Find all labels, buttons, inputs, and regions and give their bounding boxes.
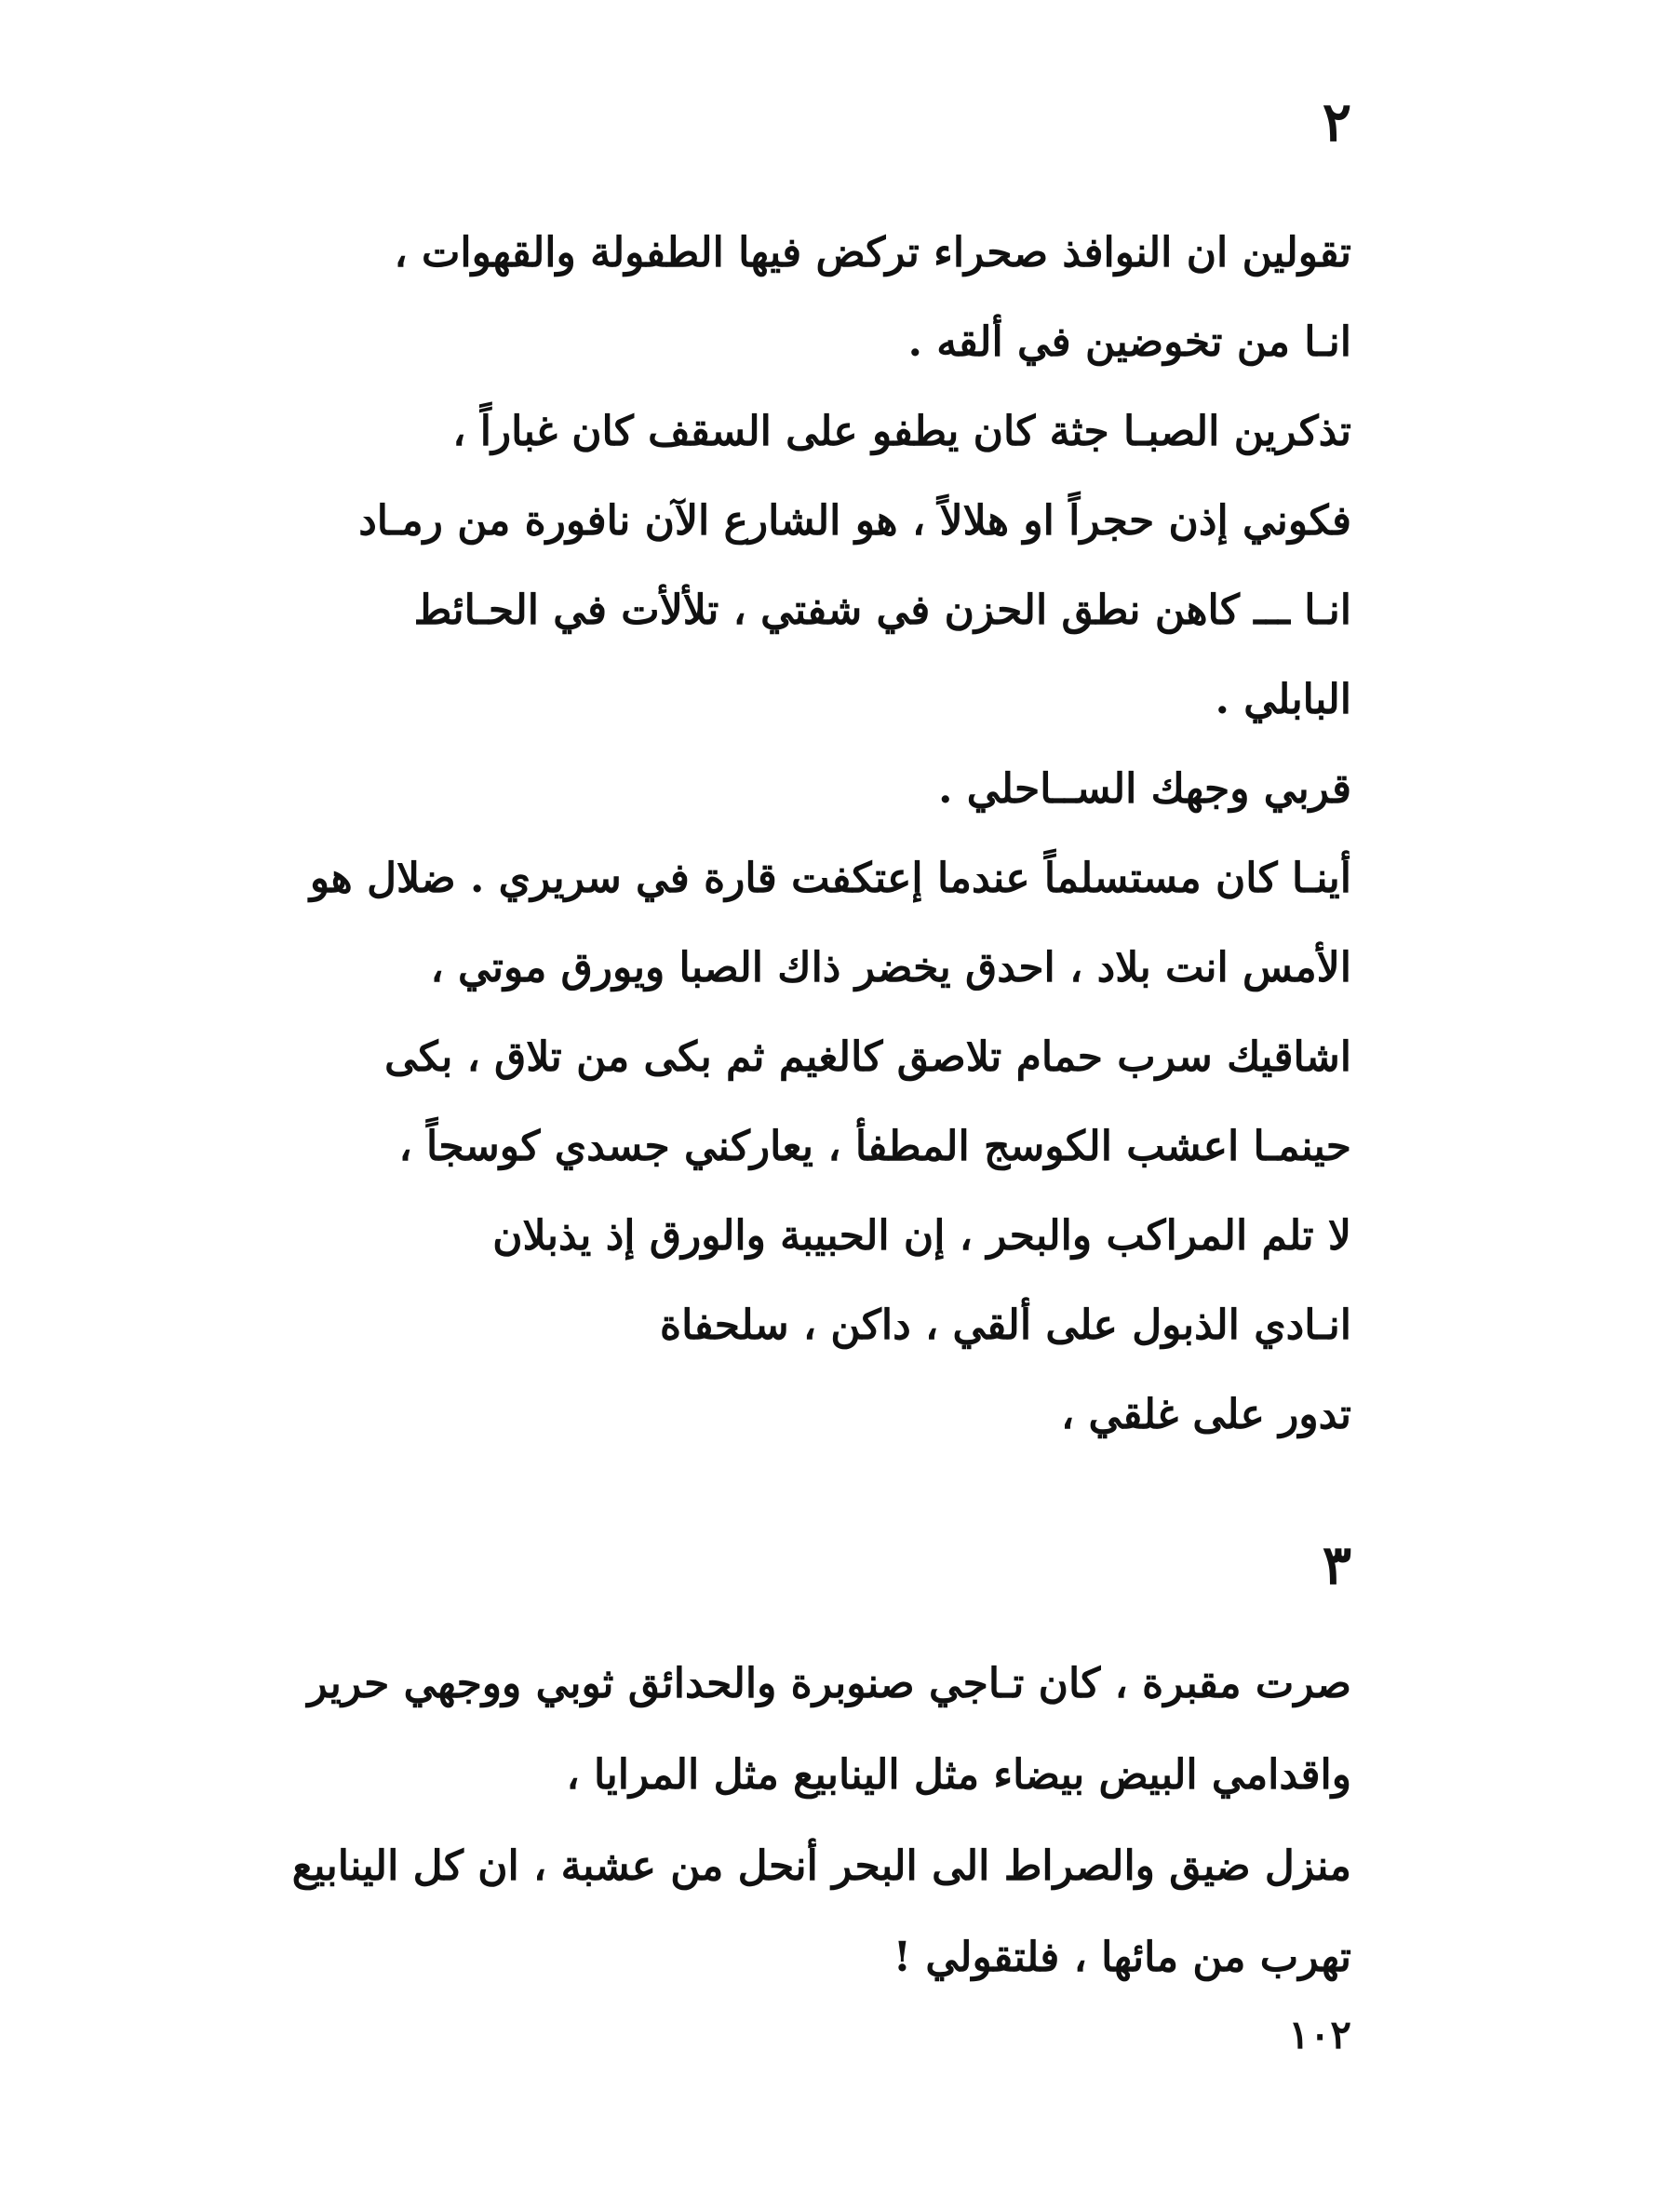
poem-line: انـا من تخوضين في ألقه . <box>907 318 1351 366</box>
poem-line: صرت مقبرة ، كان تـاجي صنوبرة والحدائق ثوبي ووجهي حرير <box>307 1660 1351 1707</box>
poem-line: البابلي . <box>1215 676 1351 723</box>
poem-line: اشاقيك سرب حمام تلاصق كالغيم ثم بكى من تلاق ، بكى <box>384 1033 1351 1081</box>
section-number: ٣ <box>1322 1533 1351 1597</box>
poem-line: واقدامي البيض بيضاء مثل الينابيع مثل المرايا ، <box>566 1751 1351 1799</box>
poem-line: انـادي الذبول على ألقي ، داكن ، سلحفاة <box>660 1302 1351 1349</box>
poem-line: قربي وجهك الســاحلي . <box>938 765 1351 813</box>
poem-line: تهرب من مائها ، فلتقولي ! <box>893 1934 1351 1981</box>
poem-line: انـا ـــ كاهن نطق الحزن في شفتي ، تلألأت في الحـائط <box>413 587 1351 634</box>
poem-line: أينـا كان مستسلماً عندما إعتكفت قارة في سريري . ضلال هو <box>309 855 1351 902</box>
poem-line: الأمس انت بلاد ، احدق يخضر ذاك الصبا ويورق موتي ، <box>430 944 1351 991</box>
poem-line: فكوني إذن حجراً او هلالاً ، هو الشارع الآن نافورة من رمـاد <box>358 497 1351 545</box>
poem-section <box>281 1639 1351 2003</box>
poem-line: منزل ضيق والصراط الى البحر أنحل من عشبة ، ان كل الينابيع <box>291 1842 1351 1890</box>
poem-line: تدور على غلقي ، <box>1061 1391 1351 1438</box>
poem-line: تقولين ان النوافذ صحراء تركض فيها الطفولة والقهوات ، <box>394 229 1351 276</box>
poem-line: لا تلم المراكب والبحر ، إن الحبيبة والورق إذ يذبلان <box>492 1212 1351 1260</box>
section-number: ٢ <box>1322 90 1351 154</box>
poem-section <box>281 209 1351 1460</box>
page-number: ١٠٢ <box>1288 2012 1351 2057</box>
poem-line: حينمـا اعشب الكوسج المطفأ ، يعاركني جسدي كوسجاً ، <box>398 1123 1351 1170</box>
poem-line: تذكرين الصبـا جثة كان يطفو على السقف كان غباراً ، <box>452 408 1351 455</box>
